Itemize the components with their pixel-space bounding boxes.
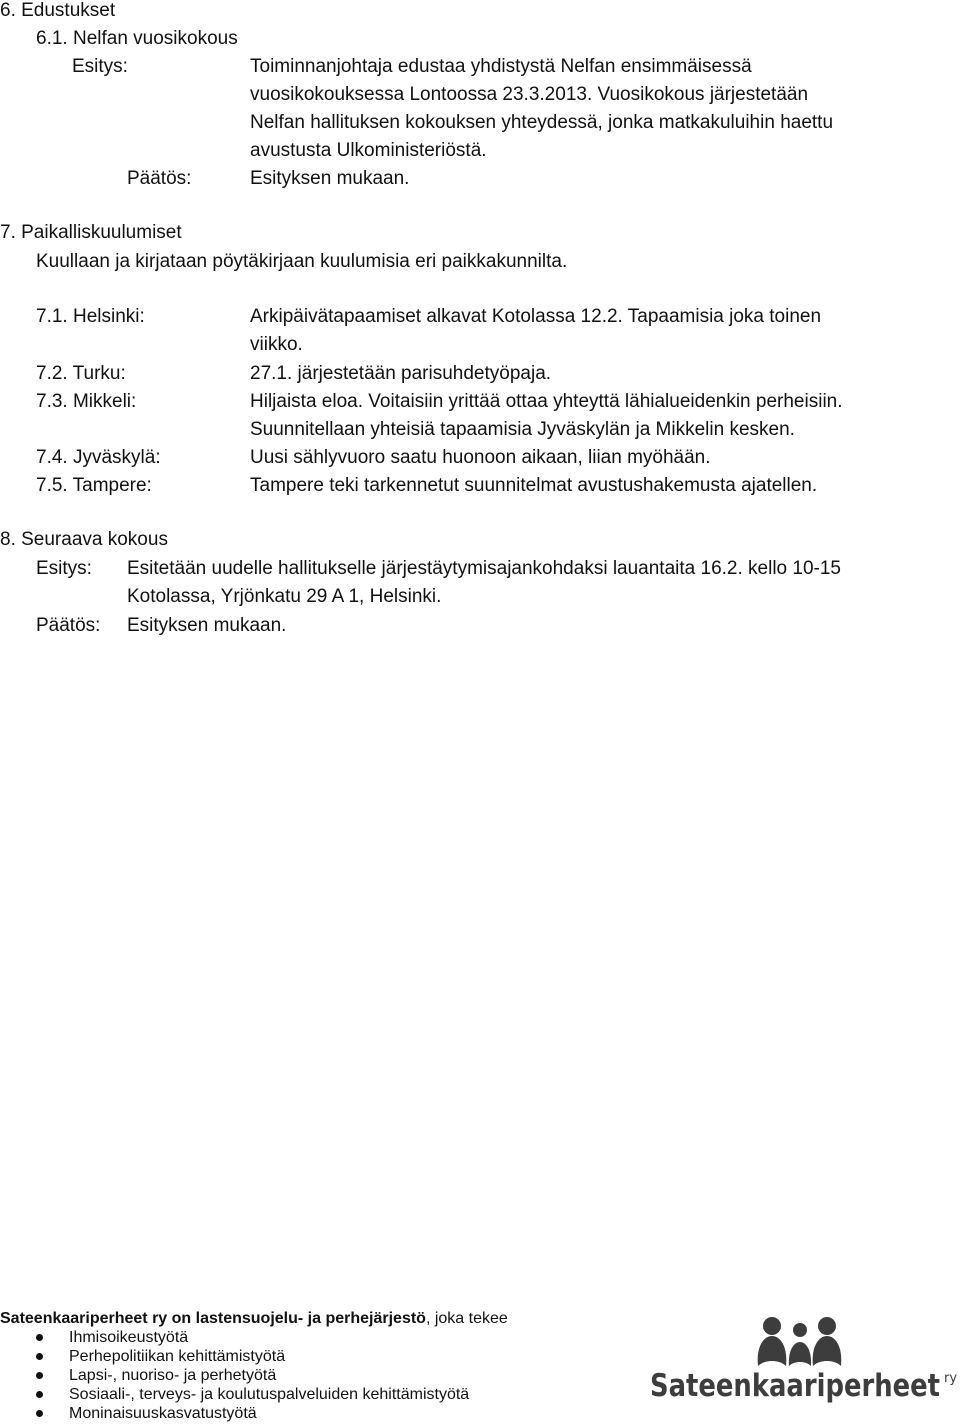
section-7-item-text: viikko. [250, 334, 303, 355]
footer-bullet-item: Lapsi-, nuoriso- ja perhetyötä [69, 1367, 277, 1384]
section-7-heading: 7. Paikalliskuulumiset [0, 222, 182, 243]
section-7-item-label: 7.5. Tampere: [36, 475, 152, 496]
section-6-1-esitys-line: Toiminnanjohtaja edustaa yhdistystä Nelfan ensimmäisessä [250, 56, 752, 77]
three-figures-logo-icon [648, 1316, 960, 1416]
bullet-icon [36, 1391, 43, 1398]
section-6-heading: 6. Edustukset [0, 0, 116, 21]
footer-bullet-item: Moninaisuuskasvatustyötä [69, 1405, 257, 1422]
section-8-heading: 8. Seuraava kokous [0, 529, 168, 550]
bullet-icon [36, 1334, 43, 1341]
sateenkaariperheet-logo [648, 1316, 960, 1416]
footer-intro-bold: Sateenkaariperheet ry on lastensuojelu- ja perhejärjestö [0, 1310, 426, 1327]
section-7-item-text: Tampere teki tarkennetut suunnitelmat avustushakemusta ajatellen. [250, 475, 818, 496]
section-8-esitys-line: Kotolassa, Yrjönkatu 29 A 1, Helsinki. [127, 586, 442, 607]
section-7-item-label: 7.4. Jyväskylä: [36, 447, 161, 468]
section-6-1-paatos-label: Päätös: [127, 168, 192, 189]
section-6-1-esitys-label: Esitys: [72, 56, 128, 77]
bullet-icon [36, 1372, 43, 1379]
section-7-item-text: Uusi sählyvuoro saatu huonoon aikaan, liian myöhään. [250, 447, 711, 468]
section-7-item-label: 7.3. Mikkeli: [36, 391, 137, 412]
section-7-item-label: 7.1. Helsinki: [36, 306, 145, 327]
section-7-item-text: Hiljaista eloa. Voitaisiin yrittää ottaa yhteyttä lähialueidenkin perheisiin. [250, 391, 843, 412]
logo-text: Sateenkaariperheet [650, 1368, 941, 1404]
footer-intro-rest: , joka tekee [425, 1310, 508, 1327]
footer-bullet-item: Sosiaali-, terveys- ja koulutuspalveluiden kehittämistyötä [69, 1386, 470, 1403]
section-7-item-label: 7.2. Turku: [36, 363, 126, 384]
section-8-paatos-label: Päätös: [36, 615, 101, 636]
section-6-1-esitys-line: vuosikokouksessa Lontoossa 23.3.2013. Vuosikokous järjestetään [250, 84, 809, 105]
section-7-intro: Kuullaan ja kirjataan pöytäkirjaan kuulumisia eri paikkakunnilta. [36, 251, 568, 272]
section-6-1-title: 6.1. Nelfan vuosikokous [36, 28, 238, 49]
footer-bullet-item: Perhepolitiikan kehittämistyötä [69, 1348, 286, 1365]
footer-bullet-item: Ihmisoikeustyötä [69, 1329, 189, 1346]
section-7-item-text: Suunnitellaan yhteisiä tapaamisia Jyväskylän ja Mikkelin kesken. [250, 419, 795, 440]
section-8-esitys-label: Esitys: [36, 558, 92, 579]
bullet-icon [36, 1410, 43, 1417]
section-8-esitys-line: Esitetään uudelle hallitukselle järjestäytymisajankohdaksi lauantaita 16.2. kello 10-15 [127, 558, 841, 579]
footer-intro [0, 1309, 508, 1328]
section-6-1-esitys-line: Nelfan hallituksen kokouksen yhteydessä, jonka matkakuluihin haettu [250, 112, 834, 133]
section-8-paatos-text: Esityksen mukaan. [127, 615, 287, 636]
section-7-item-text: Arkipäivätapaamiset alkavat Kotolassa 12.2. Tapaamisia joka toinen [250, 306, 822, 327]
section-6-1-paatos-text: Esityksen mukaan. [250, 168, 410, 189]
bullet-icon [36, 1353, 43, 1360]
section-7-item-text: 27.1. järjestetään parisuhdetyöpaja. [250, 363, 552, 384]
section-6-1-esitys-line: avustusta Ulkoministeriöstä. [250, 140, 487, 161]
logo-suffix: ry [944, 1371, 958, 1386]
